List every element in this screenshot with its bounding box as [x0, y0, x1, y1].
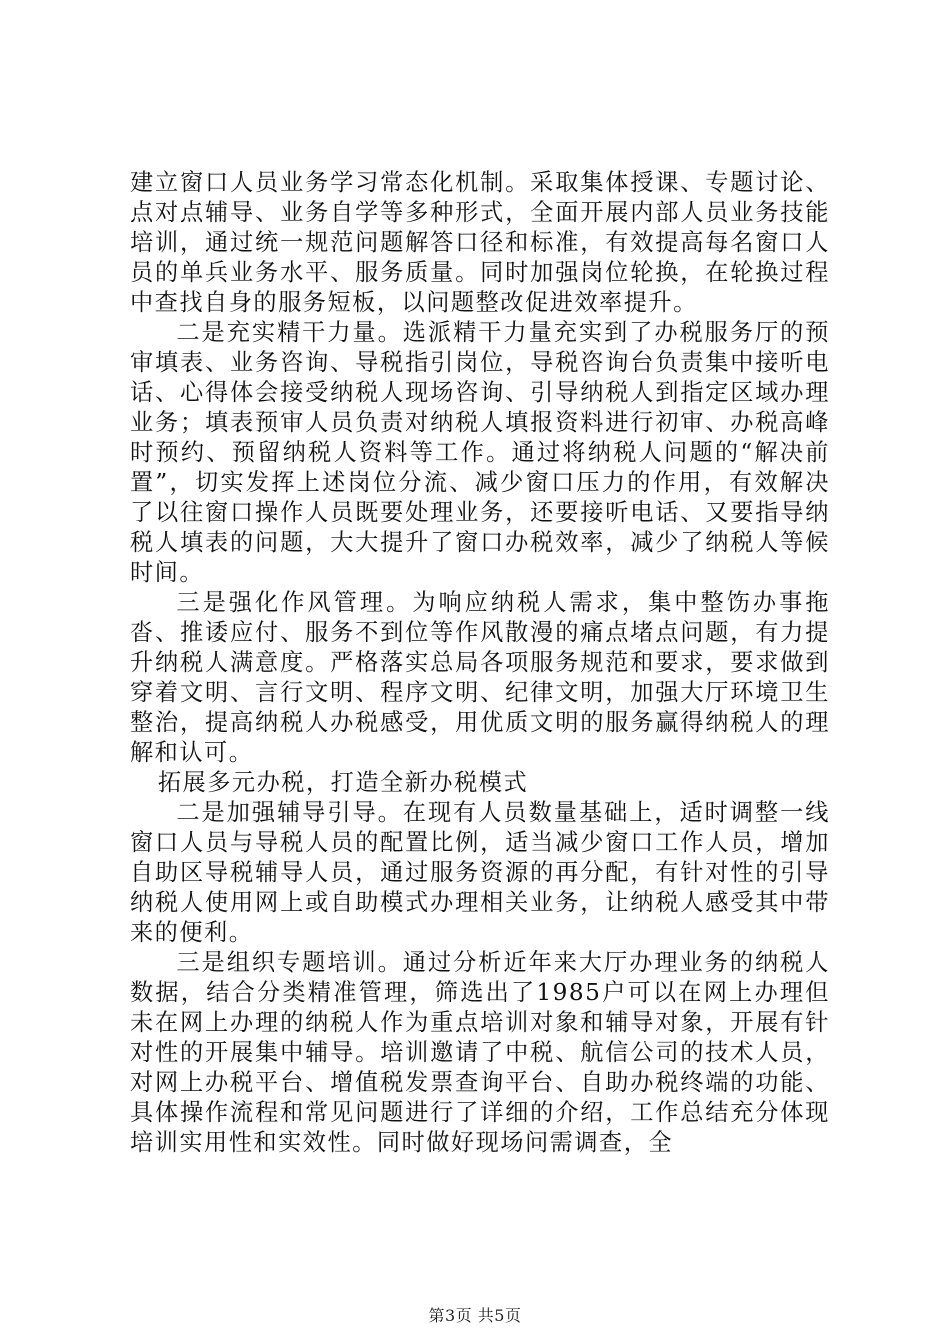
section-heading: 拓展多元办税，打造全新办税模式 [157, 769, 529, 796]
page-footer: 第3页 共5页 [428, 1306, 522, 1325]
body-text [130, 168, 830, 1158]
paragraph-training: 三是组织专题培训。通过分析近年来大厅办理业务的纳税人数据，结合分类精准管理，筛选出了1985户可以在网上办理但未在网上办理的纳税人作为重点培训对象和辅导对象，开展有针对性的开展集中辅导。培训邀请了中税、航信公司的技术人员，对网上办税平台、增值税发票查询平台、自助办税终端的功能、具体操作流程和常见问题进行了详细的介绍，工作总结充分体现培训实用性和实效性。同时做好现场问需调查，全 [130, 949, 830, 1156]
paragraph-work-style: 三是强化作风管理。为响应纳税人需求，集中整饬办事拖沓、推诿应付、服务不到位等作风散漫的痛点堵点问题，有力提升纳税人满意度。严格落实总局各项服务规范和要求，要求做到穿着文明、言行文明、程序文明、纪律文明，加强大厅环境卫生整治，提高纳税人办税感受，用优质文明的服务赢得纳税人的理解和认可。 [130, 589, 830, 766]
paragraph-guidance: 二是加强辅导引导。在现有人员数量基础上，适时调整一线窗口人员与导税人员的配置比例，适当减少窗口工作人员，增加自助区导税辅导人员，通过服务资源的再分配，有针对性的引导纳税人使用网上或自助模式办理相关业务，让纳税人感受其中带来的便利。 [130, 799, 830, 946]
paragraph-study-mechanism: 建立窗口人员业务学习常态化机制。采取集体授课、专题讨论、点对点辅导、业务自学等多种形式，全面开展内部人员业务技能培训，通过统一规范问题解答口径和标准，有效提高每名窗口人员的单兵业务水平、服务质量。同时加强岗位轮换，在轮换过程中查找自身的服务短板，以问题整改促进效率提升。 [130, 169, 830, 316]
paragraph-staffing: 二是充实精干力量。选派精干力量充实到了办税服务厅的预审填表、业务咨询、导税指引岗位，导税咨询台负责集中接听电话、心得体会接受纳税人现场咨询、引导纳税人到指定区域办理业务；填表预审人员负责对纳税人填报资料进行初审、办税高峰时预约、预留纳税人资料等工作。通过将纳税人问题的“解决前置”，切实发挥上述岗位分流、减少窗口压力的作用，有效解决了以往窗口操作人员既要处理业务，还要接听电话、又要指导纳税人填表的问题，大大提升了窗口办税效率，减少了纳税人等候时间。 [130, 319, 830, 586]
